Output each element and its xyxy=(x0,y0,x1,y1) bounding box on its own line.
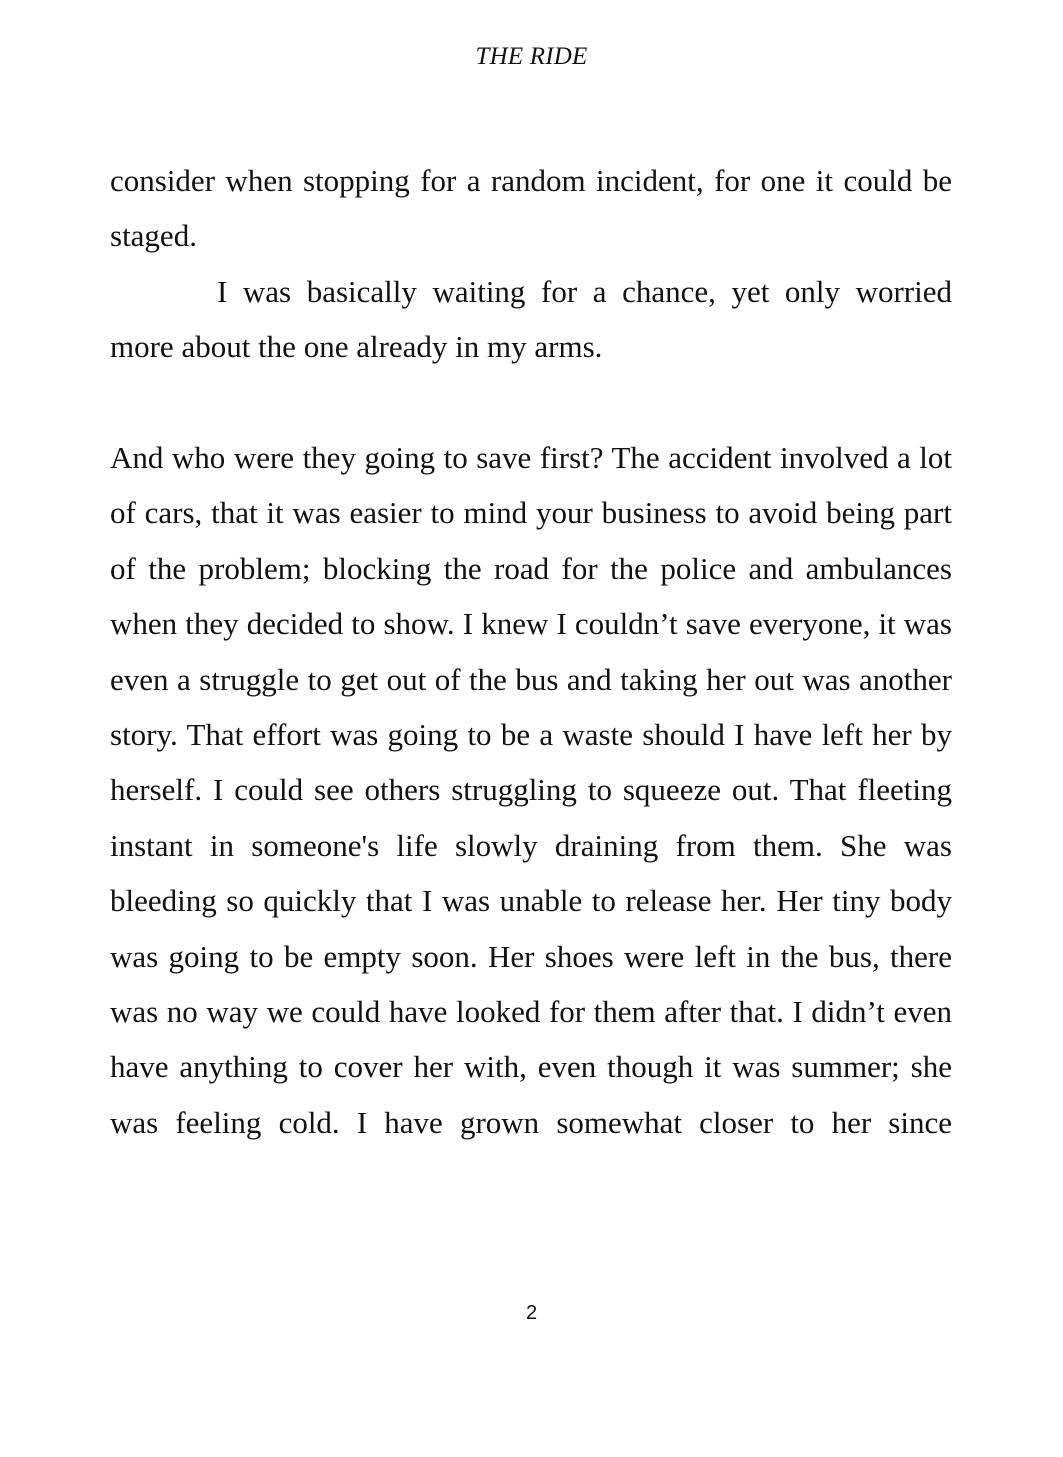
paragraph-1: consider when stopping for a random incident, for one it could be staged. xyxy=(110,163,952,254)
paragraph-spacer xyxy=(110,375,952,430)
paragraph-2: I was basically waiting for a chance, yet only worried more about the one already in my arms. xyxy=(110,273,952,365)
page-number: 2 xyxy=(525,1302,538,1324)
running-header-title: THE RIDE xyxy=(475,43,588,70)
body-text xyxy=(110,153,952,1150)
paragraph-3: And who were they going to save first? The accident involved a lot of cars, that it was easier to mind your business to avoid being part of the problem; blocking the road for the police and ambulances when they decided to show. I knew I couldn’t save everyone, it was even a struggle to get out of the bus and taking her out was another story. That effort was going to be a waste should I have left her by herself. I could see others struggling to squeeze out. That fleeting instant in someone's life slowly draining from them. She was bleeding so quickly that I was unable to release her. Her tiny body was going to be empty soon. Her shoes were left in the bus, there was no way we could have looked for them after that. I didn’t even have anything to cover her with, even though it was summer; she was feeling cold. I have grown somewhat closer to her since xyxy=(110,440,952,1140)
